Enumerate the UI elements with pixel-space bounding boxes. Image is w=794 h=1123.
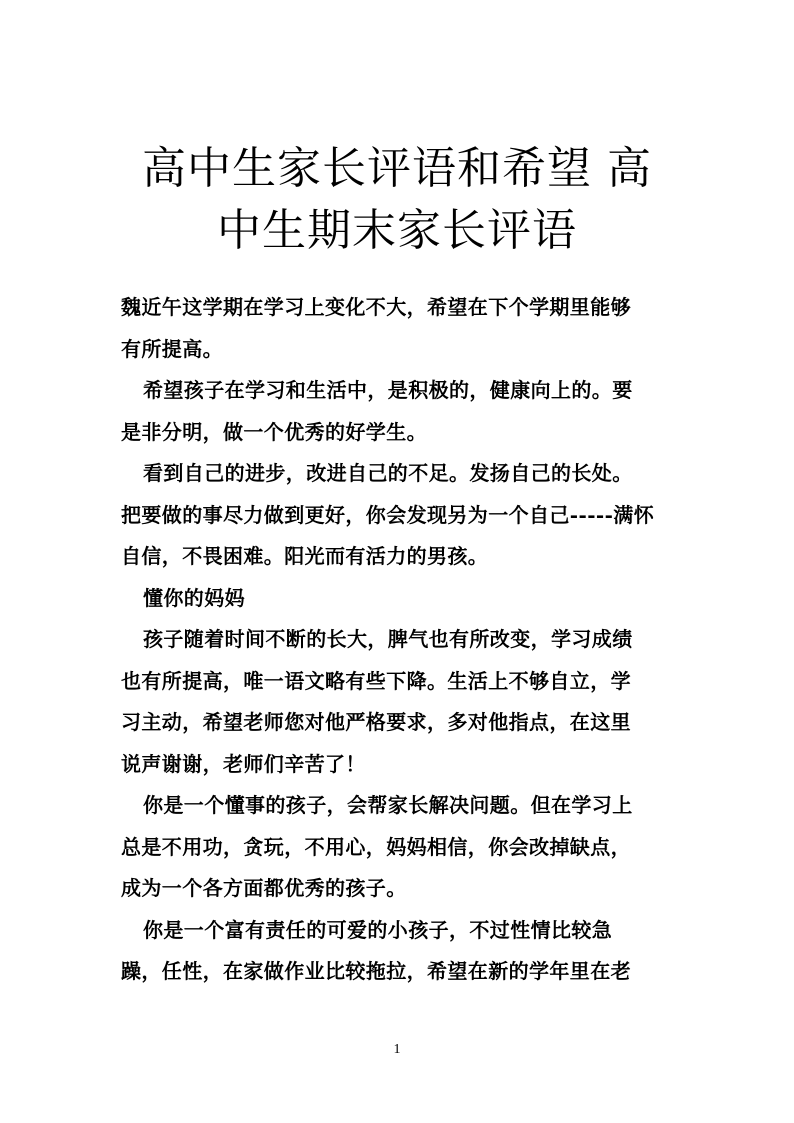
text-line: 成为一个各方面都优秀的孩子。 — [121, 876, 407, 900]
text-line: 有所提高。 — [121, 336, 223, 361]
text-line: 说声谢谢，老师们辛苦了！ — [121, 751, 366, 776]
text-line: 躁，任性，在家做作业比较拖拉，希望在新的学年里在老 — [121, 959, 631, 983]
document-title — [100, 138, 694, 262]
title-line-2: 中生期末家长评语 — [217, 205, 577, 256]
text-line: 把要做的事尽力做到更好，你会发现另为一个自己-----满怀 — [121, 502, 655, 527]
text-line: 看到自己的进步，改进自己的不足。发扬自己的长处。 — [143, 461, 633, 485]
text-line: 总是不用功，贪玩，不用心，妈妈相信，你会改掉缺点， — [121, 834, 631, 859]
text-line: 你是一个懂事的孩子，会帮家长解决问题。但在学习上 — [143, 793, 633, 817]
text-line: 孩子随着时间不断的长大，脾气也有所改变，学习成绩 — [143, 627, 633, 651]
title-line-1: 高中生家长评语和希望 高 — [142, 143, 652, 194]
page-number: 1 — [393, 1042, 401, 1057]
text-line: 你是一个富有责任的可爱的小孩子，不过性情比较急 — [143, 917, 613, 942]
document-body — [121, 287, 661, 993]
text-line: 是非分明，做一个优秀的好学生。 — [121, 419, 427, 444]
text-line: 习主动，希望老师您对他严格要求，多对他指点，在这里 — [121, 710, 631, 734]
text-line: 自信，不畏困难。阳光而有活力的男孩。 — [121, 544, 489, 568]
text-line: 也有所提高，唯一语文略有些下降。生活上不够自立，学 — [121, 668, 631, 693]
text-line: 希望孩子在学习和生活中，是积极的，健康向上的。要 — [143, 378, 633, 402]
text-line: 魏近午这学期在学习上变化不大，希望在下个学期里能够 — [121, 295, 631, 319]
signature-line: 懂你的妈妈 — [143, 585, 245, 610]
